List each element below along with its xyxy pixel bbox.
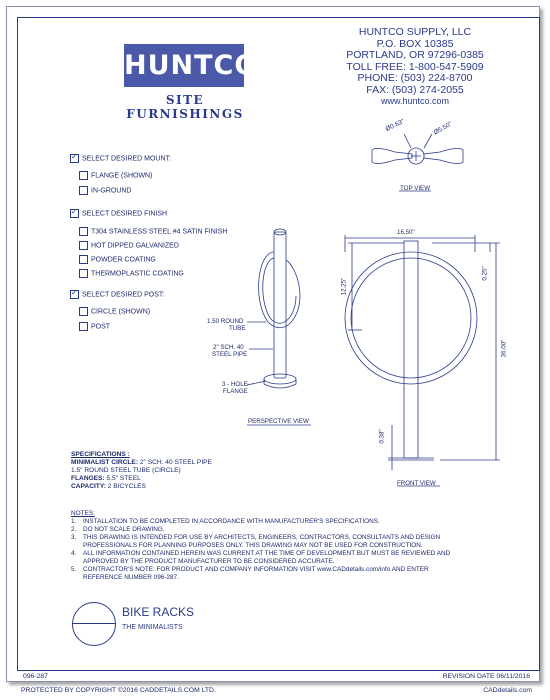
note-item: PROFESSIONALS FOR PLANNING PURPOSES ONLY. THIS DRAWING MAY NOT BE USED FOR CONSTRUCTION. bbox=[83, 542, 423, 549]
huntco-logo: HUNTCO bbox=[124, 44, 244, 87]
post-option-circle[interactable]: CIRCLE (SHOWN) bbox=[79, 307, 150, 316]
front-view-flange-dim: 0.38" bbox=[378, 429, 386, 444]
post-select-header[interactable]: ✓SELECT DESIRED POST: bbox=[70, 290, 164, 299]
company-po-box: P.O. BOX 10385 bbox=[376, 37, 454, 50]
front-view-label: FRONT VIEW bbox=[397, 480, 436, 487]
finish-select-header[interactable]: ✓SELECT DESIRED FINISH bbox=[70, 209, 167, 218]
note-item: APPROVED BY THE PRODUCT MANUFACTURER TO BE CONSIDERED ACCURATE. bbox=[83, 558, 335, 565]
finish-option-stainless[interactable]: T304 STAINLESS STEEL #4 SATIN FINISH bbox=[79, 227, 227, 236]
company-phone: PHONE: (503) 224-8700 bbox=[357, 72, 473, 84]
note-item: 1. INSTALLATION TO BE COMPLETED IN ACCORDANCE WITH MANUFACTURER'S SPECIFICATIONS. bbox=[71, 518, 380, 525]
notes bbox=[71, 510, 521, 582]
specs-line-tube: 1.5" ROUND STEEL TUBE (CIRCLE) bbox=[71, 467, 181, 474]
callout-flange-line1: 3 - HOLE bbox=[222, 381, 248, 388]
logo-tagline: SITE FURNISHINGS bbox=[126, 93, 244, 121]
title-symbol-divider bbox=[72, 623, 116, 624]
front-view-total-height-dim: 36.00" bbox=[500, 339, 508, 358]
finish-option-thermoplastic[interactable]: THERMOPLASTIC COATING bbox=[79, 269, 184, 278]
callout-steel-pipe-line1: 2" SCH. 40 bbox=[213, 344, 244, 351]
company-fax: FAX: (503) 274-2055 bbox=[366, 83, 464, 96]
company-toll-free: TOLL FREE: 1-800-547-5909 bbox=[346, 60, 484, 73]
top-view-dim-small: Ø0.63" bbox=[384, 118, 406, 133]
post-option-post[interactable]: POST bbox=[79, 322, 110, 331]
specs-line-flanges: FLANGES: 5.5" STEEL bbox=[71, 475, 141, 482]
top-view-dim-large: Ø5.50" bbox=[432, 120, 454, 137]
front-view-top-dim: 0.25" bbox=[481, 266, 489, 281]
note-item: 5. CONTRACTOR'S NOTE: FOR PRODUCT AND COMPANY INFORMATION VISIT www.CADdetails.com/info AND ENTER bbox=[71, 566, 429, 573]
copyright-notice: PROTECTED BY COPYRIGHT ©2016 CADDETAILS.COM LTD. bbox=[21, 687, 216, 694]
mount-select-header[interactable]: ✓SELECT DESIRED MOUNT: bbox=[70, 154, 171, 163]
front-view-drawing bbox=[345, 235, 500, 470]
reference-number: 096-287 bbox=[23, 673, 48, 680]
note-item: REFERENCE NUMBER 096-287. bbox=[83, 574, 179, 581]
drawing-title: BIKE RACKS bbox=[122, 605, 195, 619]
finish-option-galvanized[interactable]: HOT DIPPED GALVANIZED bbox=[79, 241, 179, 250]
specs-header: SPECIFICATIONS : bbox=[71, 451, 130, 458]
company-name: HUNTCO SUPPLY, LLC bbox=[358, 26, 472, 38]
note-item: 2. DO NOT SCALE DRAWING. bbox=[71, 526, 165, 533]
company-web-link[interactable]: www.huntco.com bbox=[380, 96, 450, 106]
callout-flange-line2: FLANGE bbox=[223, 388, 248, 395]
finish-option-powder[interactable]: POWDER COATING bbox=[79, 255, 156, 264]
company-city: PORTLAND, OR 97296-0385 bbox=[346, 49, 484, 61]
perspective-view-label: PERSPECTIVE VIEW bbox=[248, 418, 309, 425]
callout-round-tube-line2: TUBE bbox=[229, 325, 246, 332]
callout-steel-pipe-line2: STEEL PIPE bbox=[212, 351, 248, 358]
caddetails-link[interactable]: CADdetails.com bbox=[483, 687, 532, 694]
note-item: 3. THIS DRAWING IS INTENDED FOR USE BY ARCHITECTS, ENGINEERS, CONTRACTORS, CONSULTANTS AND DESIGN bbox=[71, 534, 441, 541]
mount-option-flange[interactable]: FLANGE (SHOWN) bbox=[79, 171, 152, 180]
revision-date: REVISION DATE 06/11/2016 bbox=[442, 673, 530, 680]
specifications bbox=[71, 451, 212, 491]
mount-option-in-ground[interactable]: IN-GROUND bbox=[79, 186, 131, 195]
notes-header: NOTES: bbox=[71, 510, 95, 517]
specs-line-capacity: CAPACITY: 2 BICYCLES bbox=[71, 483, 146, 490]
top-view-label: TOP VIEW bbox=[400, 185, 431, 192]
front-view-width-dim: 16.50" bbox=[397, 229, 415, 236]
front-view-upper-dim: 12.25" bbox=[340, 277, 348, 296]
specs-line-circle: MINIMALIST CIRCLE: 2" SCH. 40 STEEL PIPE bbox=[71, 459, 212, 466]
callout-round-tube-line1: 1.50 ROUND bbox=[207, 318, 244, 325]
title-symbol-icon bbox=[72, 602, 116, 646]
drawing-subtitle: THE MINIMALISTS bbox=[122, 624, 183, 631]
note-item: 4. ALL INFORMATION CONTAINED HEREIN WAS CURRENT AT THE TIME OF DEVELOPMENT BUT MUST BE REVIEWED AND bbox=[71, 550, 451, 557]
top-view-drawing bbox=[372, 134, 463, 164]
perspective-view-drawing bbox=[247, 229, 300, 388]
